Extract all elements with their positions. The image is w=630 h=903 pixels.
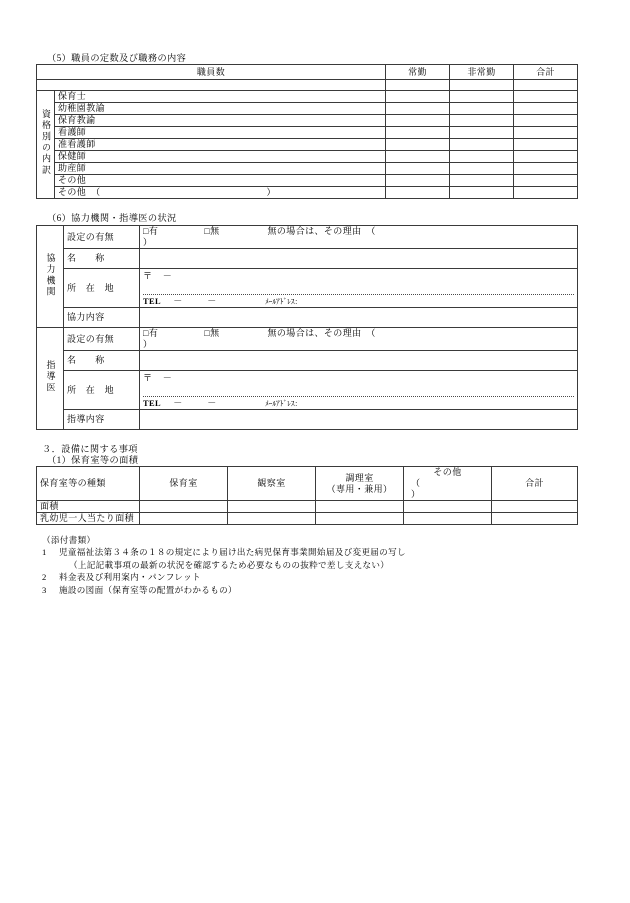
table-row — [37, 115, 578, 127]
table-row — [37, 175, 578, 187]
column-header-other: その他 （） — [404, 467, 492, 501]
value-cell-parttime[interactable] — [450, 127, 514, 139]
value-cell-total[interactable] — [514, 139, 578, 151]
column-header-observation-room: 観察室 — [228, 467, 316, 501]
list-item: （上記記載事項の最新の状況を確認するため必要なものの抜粋で差し支えない） — [69, 559, 390, 570]
value-cell-observation-room[interactable] — [228, 513, 316, 525]
value-cell-fulltime[interactable] — [386, 163, 450, 175]
value-cell-parttime[interactable] — [450, 115, 514, 127]
value-cell-total[interactable] — [514, 80, 578, 91]
value-cell-total[interactable] — [492, 501, 578, 513]
postal-mark: 〒 — [143, 271, 153, 281]
tel-dash-1: － — [173, 296, 183, 306]
setting-presence-label: 設定の有無 — [64, 328, 140, 351]
partner-section-heading: （6）協力機関・指導医の状況 — [47, 213, 177, 223]
column-header-total: 合計 — [514, 65, 578, 80]
name-label: 名 称 — [64, 351, 140, 371]
address-label: 所 在 地 — [64, 371, 140, 410]
table-row — [37, 226, 578, 249]
column-header-parttime: 非常勤 — [450, 65, 514, 80]
checkbox-no[interactable]: □無 — [204, 328, 220, 338]
qualification-group-label: 資格別の内訳 — [37, 91, 55, 199]
checkbox-no[interactable]: □無 — [204, 226, 220, 236]
column-header-fulltime: 常勤 — [386, 65, 450, 80]
table-row — [37, 308, 578, 328]
value-cell-other[interactable] — [404, 501, 492, 513]
value-cell-total[interactable] — [514, 175, 578, 187]
value-cell-total[interactable] — [514, 151, 578, 163]
attachments-block — [42, 534, 406, 596]
table-row — [37, 513, 578, 525]
table-row — [37, 127, 578, 139]
reason-label: 無の場合は、その理由 （ — [267, 328, 376, 338]
email-label: ﾒｰﾙｱﾄﾞﾚｽ： — [264, 399, 302, 408]
room-type-header: 保育室等の種類 — [37, 467, 140, 501]
contact-line — [143, 396, 574, 409]
value-cell-fulltime[interactable] — [386, 175, 450, 187]
value-cell-total[interactable] — [514, 103, 578, 115]
facility-section-heading: ３．設備に関する事項 — [42, 444, 138, 454]
value-cell-fulltime[interactable] — [386, 139, 450, 151]
table-row — [37, 328, 578, 351]
value-cell-fulltime[interactable] — [386, 187, 450, 199]
postal-mark: 〒 — [143, 373, 153, 383]
value-cell-parttime[interactable] — [450, 187, 514, 199]
setting-presence-value — [140, 328, 578, 351]
row-label-hoikushi: 保育士 — [55, 91, 386, 103]
address-cell — [140, 371, 578, 410]
cooperation-content-label: 協力内容 — [64, 308, 140, 328]
guidance-content-label: 指導内容 — [64, 410, 140, 430]
postal-code-input[interactable] — [143, 371, 574, 396]
postal-code-input[interactable] — [143, 269, 574, 294]
row-label-kangoshi: 看護師 — [55, 127, 386, 139]
value-cell-total[interactable] — [514, 163, 578, 175]
other-label: その他 （ — [58, 187, 101, 197]
facility-area-table — [36, 466, 578, 525]
row-label-jun-kangoshi: 准看護師 — [55, 139, 386, 151]
name-label: 名 称 — [64, 249, 140, 269]
row-label-youchien-kyoyu: 幼稚園教諭 — [55, 103, 386, 115]
row-label-hokenshi: 保健師 — [55, 151, 386, 163]
value-cell-fulltime[interactable] — [386, 80, 450, 91]
list-item: 1 児童福祉法第３４条の１８の規定により届け出た病児保育事業開始届及び変更届の写し — [42, 547, 406, 558]
value-cell-fulltime[interactable] — [386, 127, 450, 139]
row-label-area-per-child: 乳幼児一人当たり面積 — [37, 513, 140, 525]
column-header-nursery-room: 保育室 — [140, 467, 228, 501]
address-label: 所 在 地 — [64, 269, 140, 308]
value-cell-parttime[interactable] — [450, 139, 514, 151]
value-cell-total[interactable] — [514, 127, 578, 139]
setting-presence-label: 設定の有無 — [64, 226, 140, 249]
table-row — [37, 151, 578, 163]
postal-dash: － — [162, 373, 173, 383]
other-paren-close: ） — [266, 187, 276, 197]
value-cell-parttime[interactable] — [450, 151, 514, 163]
value-cell-parttime[interactable] — [450, 91, 514, 103]
table-row — [37, 139, 578, 151]
other-paren-group[interactable]: （） — [411, 478, 421, 499]
table-row — [37, 269, 578, 308]
reason-paren-close: ） — [143, 339, 153, 349]
postal-dash: － — [162, 271, 173, 281]
table-subheader-blank-row — [37, 80, 578, 91]
list-item: 2 料金表及び利用案内・パンフレット — [42, 572, 201, 583]
table-header-row — [37, 467, 578, 501]
name-input[interactable] — [140, 351, 578, 371]
value-cell-parttime[interactable] — [450, 103, 514, 115]
table-row — [37, 103, 578, 115]
value-cell-fulltime[interactable] — [386, 103, 450, 115]
table-row — [37, 351, 578, 371]
table-row — [37, 371, 578, 410]
row-label-josanshi: 助産師 — [55, 163, 386, 175]
value-cell-parttime[interactable] — [450, 175, 514, 187]
supervising-doctor-vertical-label: 指導医 — [37, 328, 64, 430]
column-header-kitchen: 調理室 （専用・兼用） — [316, 467, 404, 501]
reason-label: 無の場合は、その理由 （ — [267, 226, 376, 236]
value-cell-total[interactable] — [514, 115, 578, 127]
list-item: 3 施設の図面（保育室等の配置がわかるもの） — [42, 584, 237, 595]
table-row — [37, 91, 578, 103]
tel-dash-2: － — [207, 398, 217, 408]
partner-org-vertical-label: 協力機関 — [37, 226, 64, 328]
partner-table — [36, 225, 578, 430]
table-row — [37, 163, 578, 175]
checkbox-yes[interactable]: □有 — [143, 226, 159, 236]
table-row — [37, 501, 578, 513]
value-cell-total[interactable] — [492, 513, 578, 525]
tel-label: TEL — [143, 399, 161, 408]
tel-dash-2: － — [207, 296, 217, 306]
reason-paren-close: ） — [143, 237, 153, 247]
email-label: ﾒｰﾙｱﾄﾞﾚｽ： — [264, 297, 302, 306]
checkbox-yes[interactable]: □有 — [143, 328, 159, 338]
staff-count-header: 職員数 — [37, 65, 386, 80]
facility-subsection-heading: （1）保育室等の面積 — [47, 455, 139, 465]
value-cell-total[interactable] — [514, 187, 578, 199]
contact-line — [143, 294, 574, 307]
value-cell-total[interactable] — [514, 91, 578, 103]
value-cell-fulltime[interactable] — [386, 91, 450, 103]
column-header-total: 合計 — [492, 467, 578, 501]
row-label-sonota: その他 — [55, 175, 386, 187]
value-cell-nursery-room[interactable] — [140, 513, 228, 525]
cooperation-content-input[interactable] — [140, 308, 578, 328]
value-cell-kitchen[interactable] — [316, 513, 404, 525]
header-spacer-cell — [37, 80, 386, 91]
name-input[interactable] — [140, 249, 578, 269]
setting-presence-value — [140, 226, 578, 249]
attachments-title: （添付書類） — [42, 535, 96, 545]
staff-section-heading: （5）職員の定数及び職務の内容 — [47, 53, 187, 63]
value-cell-fulltime[interactable] — [386, 115, 450, 127]
value-cell-nursery-room[interactable] — [140, 501, 228, 513]
row-label-area: 面積 — [37, 501, 140, 513]
table-row — [37, 410, 578, 430]
address-cell — [140, 269, 578, 308]
tel-dash-1: － — [173, 398, 183, 408]
value-cell-other[interactable] — [404, 513, 492, 525]
staff-table — [36, 64, 578, 199]
row-label-sonota-other — [55, 187, 386, 199]
value-cell-parttime[interactable] — [450, 80, 514, 91]
table-row — [37, 187, 578, 199]
value-cell-observation-room[interactable] — [228, 501, 316, 513]
value-cell-parttime[interactable] — [450, 163, 514, 175]
tel-label: TEL — [143, 297, 161, 306]
table-row — [37, 249, 578, 269]
row-label-hoiku-kyoyu: 保育教諭 — [55, 115, 386, 127]
table-header-row — [37, 65, 578, 80]
value-cell-kitchen[interactable] — [316, 501, 404, 513]
guidance-content-input[interactable] — [140, 410, 578, 430]
value-cell-fulltime[interactable] — [386, 151, 450, 163]
